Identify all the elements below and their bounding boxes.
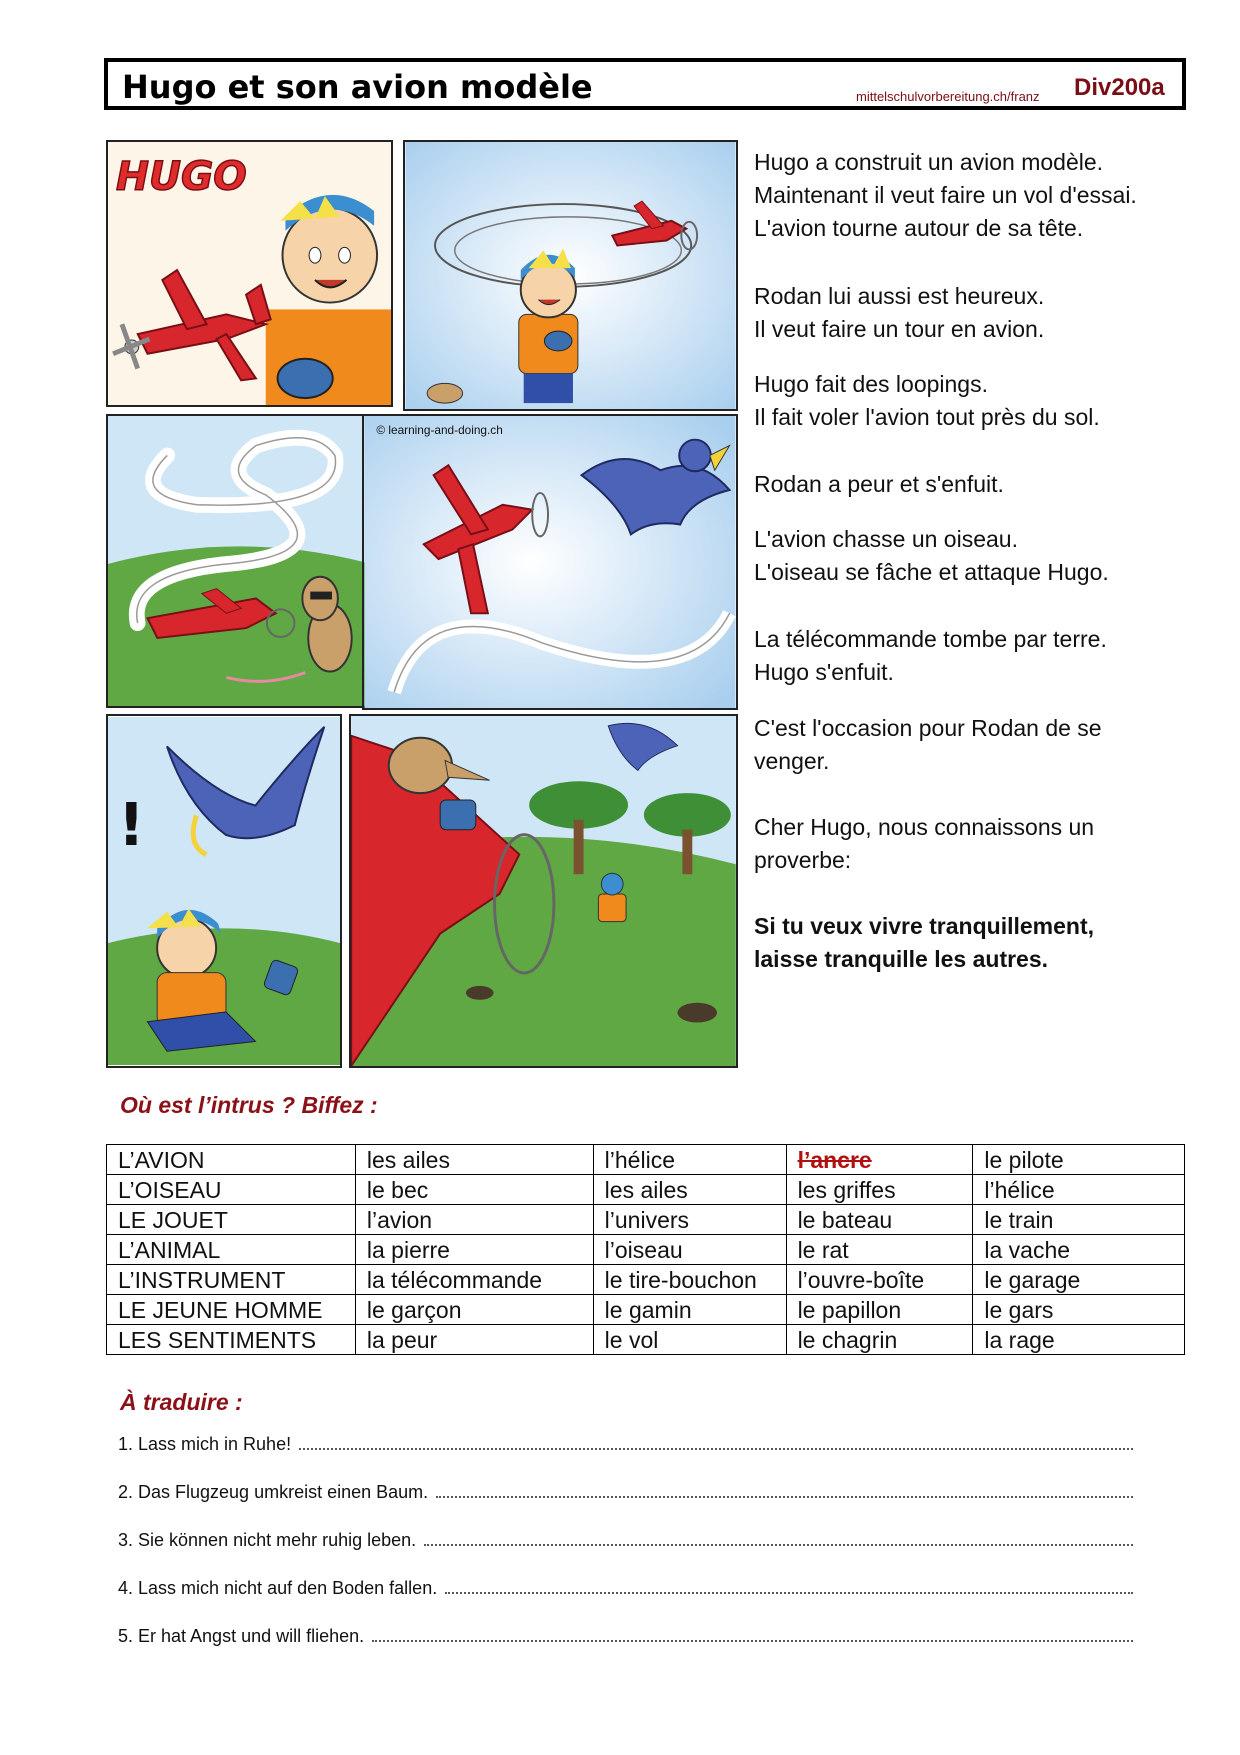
translation-item-3 — [118, 1530, 1133, 1551]
category-cell: L’OISEAU — [107, 1175, 356, 1205]
table-row — [107, 1145, 1185, 1175]
comic-panel-5 — [106, 714, 342, 1068]
panel-5-illustration — [108, 716, 340, 1066]
word-cell[interactable]: le bec — [355, 1175, 593, 1205]
comic-panel-1 — [106, 140, 393, 407]
table-row — [107, 1325, 1185, 1355]
word-cell[interactable]: l’univers — [593, 1205, 786, 1235]
word-cell[interactable]: la peur — [355, 1325, 593, 1355]
table-row — [107, 1235, 1185, 1265]
word-cell[interactable]: le garçon — [355, 1295, 593, 1325]
translation-prompt: 3. Sie können nicht mehr ruhig leben. — [118, 1530, 417, 1550]
translation-prompt: 2. Das Flugzeug umkreist einen Baum. — [118, 1482, 429, 1502]
answer-line[interactable] — [424, 1530, 1133, 1546]
category-cell: LE JOUET — [107, 1205, 356, 1235]
translation-item-2 — [118, 1482, 1133, 1503]
proverb: Si tu veux vivre tranquillement, laisse tranquille les autres. — [754, 913, 1094, 972]
word-cell[interactable]: le garage — [973, 1265, 1185, 1295]
answer-line[interactable] — [436, 1482, 1133, 1498]
category-cell: LE JEUNE HOMME — [107, 1295, 356, 1325]
word-cell[interactable]: la rage — [973, 1325, 1185, 1355]
word-cell[interactable]: le chagrin — [786, 1325, 973, 1355]
intrus-table — [106, 1144, 1185, 1355]
word-cell[interactable]: le vol — [593, 1325, 786, 1355]
hugo-logo: HUGO — [116, 153, 247, 200]
translation-prompt: 1. Lass mich in Ruhe! — [118, 1434, 292, 1454]
table-row — [107, 1265, 1185, 1295]
word-cell[interactable]: le gars — [973, 1295, 1185, 1325]
worksheet-header — [104, 58, 1186, 110]
story-paragraph-8: Cher Hugo, nous connaissons un proverbe: — [754, 814, 1095, 873]
word-cell[interactable]: l’oiseau — [593, 1235, 786, 1265]
word-cell[interactable]: l’ouvre-boîte — [786, 1265, 973, 1295]
word-cell-crossed-out[interactable]: l’ancre — [786, 1145, 973, 1175]
word-cell[interactable]: l’hélice — [593, 1145, 786, 1175]
word-cell[interactable]: le rat — [786, 1235, 973, 1265]
panel-4-illustration — [364, 416, 736, 708]
category-cell: LES SENTIMENTS — [107, 1325, 356, 1355]
word-cell[interactable]: l’avion — [355, 1205, 593, 1235]
category-cell: L’ANIMAL — [107, 1235, 356, 1265]
story-paragraph-4: Rodan a peur et s'enfuit. — [754, 471, 1004, 497]
category-cell: L’INSTRUMENT — [107, 1265, 356, 1295]
word-cell[interactable]: le papillon — [786, 1295, 973, 1325]
word-cell[interactable]: le pilote — [973, 1145, 1185, 1175]
translation-prompt: 4. Lass mich nicht auf den Boden fallen. — [118, 1578, 438, 1598]
worksheet-title: Hugo et son avion modèle — [122, 68, 593, 106]
panel-3-illustration — [108, 416, 404, 706]
story-paragraph-6: La télécommande tombe par terre. Hugo s'enfuit. — [754, 626, 1107, 685]
word-cell[interactable]: la pierre — [355, 1235, 593, 1265]
word-cell[interactable]: le tire-bouchon — [593, 1265, 786, 1295]
comic-panel-3 — [106, 414, 406, 708]
word-cell[interactable]: les ailes — [355, 1145, 593, 1175]
word-cell[interactable]: la vache — [973, 1235, 1185, 1265]
word-cell[interactable]: les ailes — [593, 1175, 786, 1205]
table-row — [107, 1295, 1185, 1325]
comic-panel-6 — [349, 714, 738, 1068]
story-paragraph-5: L'avion chasse un oiseau. L'oiseau se fâche et attaque Hugo. — [754, 526, 1109, 585]
comic-panel-2 — [403, 140, 738, 411]
panel-1-illustration — [108, 142, 391, 405]
translation-item-5 — [118, 1626, 1133, 1647]
word-cell[interactable]: le train — [973, 1205, 1185, 1235]
copyright-label: © learning-and-doing.ch — [376, 422, 503, 437]
word-cell[interactable]: le bateau — [786, 1205, 973, 1235]
table-row — [107, 1175, 1185, 1205]
story-paragraph-3: Hugo fait des loopings. Il fait voler l'avion tout près du sol. — [754, 371, 1100, 430]
answer-line[interactable] — [372, 1626, 1133, 1642]
exclamation-mark: ! — [117, 789, 145, 859]
traduire-heading: À traduire : — [120, 1389, 243, 1415]
intrus-heading: Où est l’intrus ? Biffez : — [120, 1092, 378, 1118]
table-row — [107, 1205, 1185, 1235]
story-paragraph-7: C'est l'occasion pour Rodan de se venger. — [754, 715, 1102, 774]
story-paragraph-2: Rodan lui aussi est heureux. Il veut faire un tour en avion. — [754, 283, 1045, 342]
word-cell[interactable]: l’hélice — [973, 1175, 1185, 1205]
answer-line[interactable] — [445, 1578, 1133, 1594]
panel-6-illustration — [351, 716, 736, 1066]
website-label: mittelschulvorbereitung.ch/franz — [856, 89, 1040, 104]
story-paragraph-1: Hugo a construit un avion modèle. Maintenant il veut faire un vol d'essai. L'avion tourne autour de sa tête. — [754, 149, 1137, 241]
translation-prompt: 5. Er hat Angst und will fliehen. — [118, 1626, 365, 1646]
category-cell: L’AVION — [107, 1145, 356, 1175]
worksheet-code: Div200a — [1074, 74, 1165, 101]
panel-2-illustration — [405, 142, 736, 409]
translation-item-4 — [118, 1578, 1133, 1599]
word-cell[interactable]: les griffes — [786, 1175, 973, 1205]
word-cell[interactable]: la télécommande — [355, 1265, 593, 1295]
translation-item-1 — [118, 1434, 1133, 1455]
answer-line[interactable] — [299, 1434, 1133, 1450]
word-cell[interactable]: le gamin — [593, 1295, 786, 1325]
comic-panel-4 — [362, 414, 738, 710]
